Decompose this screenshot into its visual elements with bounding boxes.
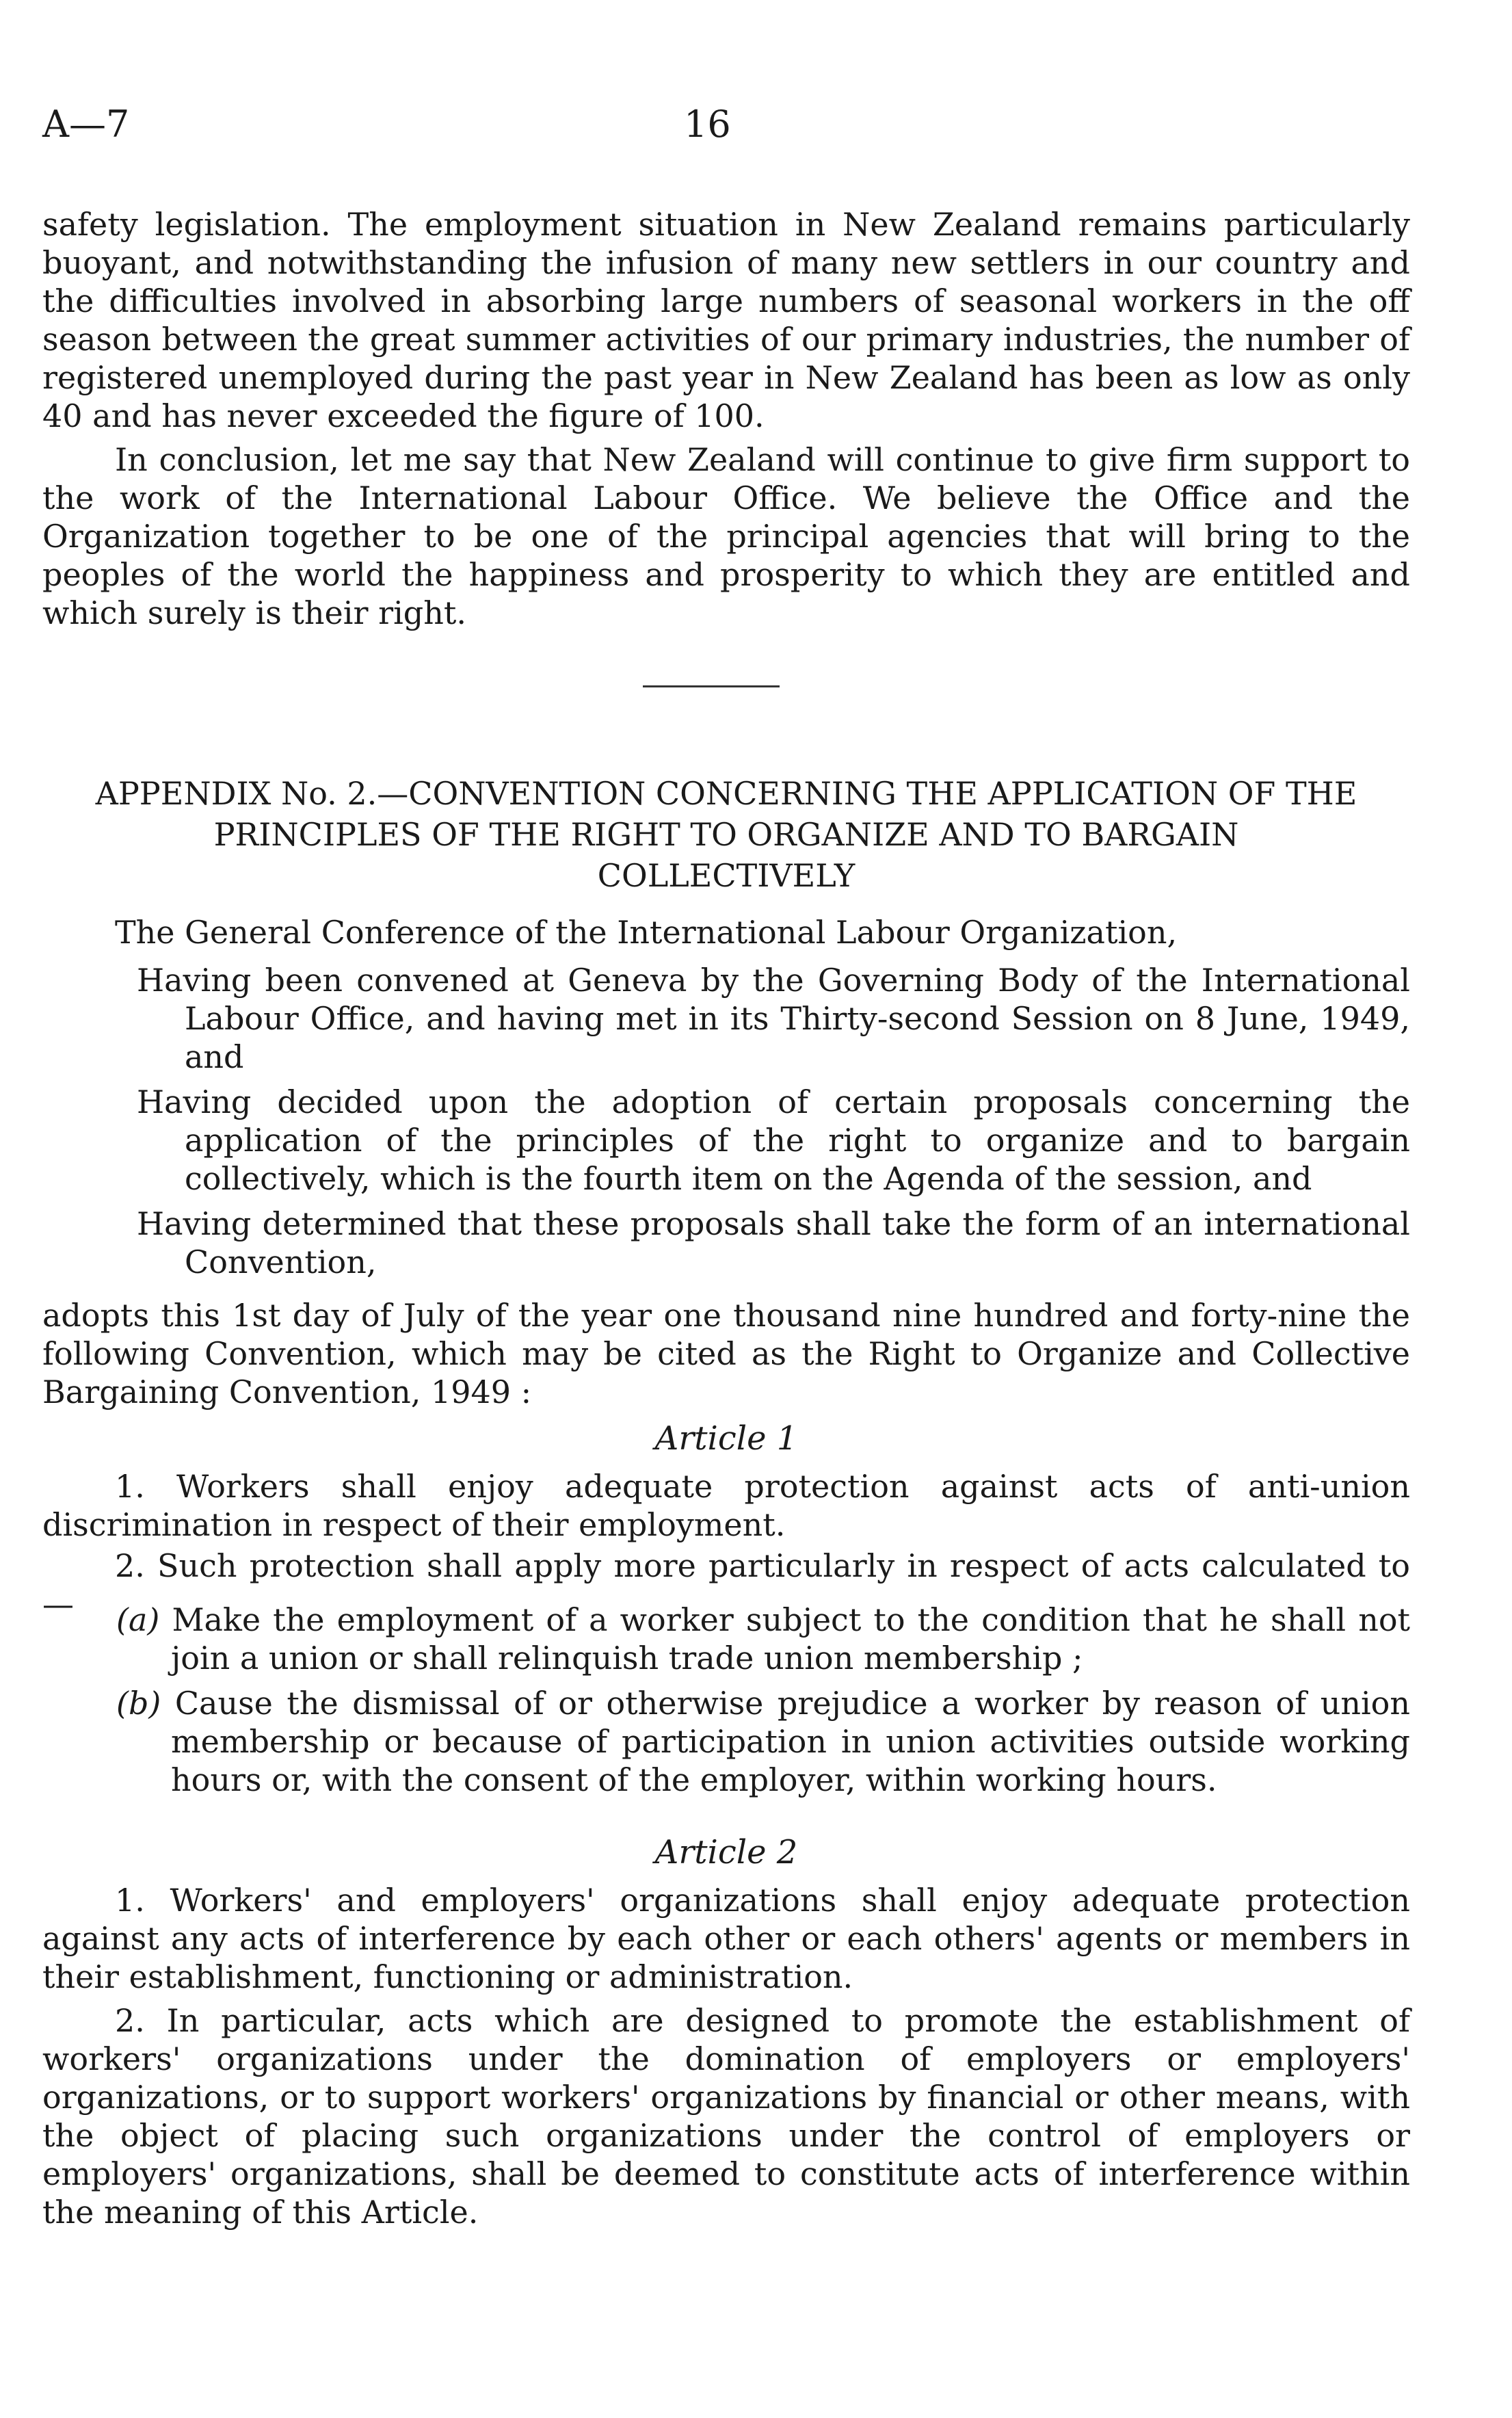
appendix-title [42, 773, 1410, 896]
article-1-body [42, 1467, 1410, 1623]
page-reference: A—7 [42, 103, 130, 146]
clause-a [116, 1601, 1410, 1677]
clause-b-text: Cause the dismissal of or otherwise prejudice a worker by reason of union membership or because of participation in union activities outside working hours or, with the consent of the employer, within working hours. [171, 1685, 1410, 1798]
article-1-heading: Article 1 [654, 1419, 798, 1458]
clause-a-label: (a) [116, 1601, 160, 1638]
appendix-title-line-1: APPENDIX No. 2.—CONVENTION CONCERNING THE APPLICATION OF THE [95, 775, 1357, 812]
article-2-body [42, 1881, 1410, 2231]
clause-b [116, 1684, 1410, 1799]
page-number: 16 [684, 103, 731, 146]
article-2-heading: Article 2 [654, 1833, 798, 1871]
recitals-list [137, 961, 1410, 1288]
article-1-paragraph-1: 1. Workers shall enjoy adequate protection against acts of anti-union discrimination in respect of their employment. [42, 1468, 1410, 1543]
preamble-opening: The General Conference of the International Labour Organization, [115, 914, 1178, 951]
adopts-block [42, 1296, 1410, 1411]
intro-paragraph-1: safety legislation. The employment situation in New Zealand remains particularly buoyant, and notwithstanding the infusion of many new settlers in our country and the difficulties involved in absorbing large numbers of seasonal workers in the off season between the great summer activities of our primary industries, the number of registered unemployed during the past year in New Zealand has been as low as only 40 and has never exceeded the figure of 100. [42, 206, 1410, 434]
appendix-title-line-2: PRINCIPLES OF THE RIGHT TO ORGANIZE AND TO BARGAIN [213, 816, 1239, 853]
adopts-paragraph: adopts this 1st day of July of the year one thousand nine hundred and forty-nine the following Convention, which may be cited as the Right to Organize and Collective Bargaining Convention, 1949 : [42, 1297, 1410, 1410]
article-1-paragraph-2: 2. Such protection shall apply more particularly in respect of acts calculated to— [42, 1547, 1410, 1622]
recital-1: Having been convened at Geneva by the Governing Body of the International Labour Office, and having met in its Thirty-second Session on 8 June, 1949, and [137, 962, 1410, 1075]
article-2-paragraph-1: 1. Workers' and employers' organizations shall enjoy adequate protection against any acts of interference by each other or each others' agents or members in their establishment, functioning or administration. [42, 1882, 1410, 1995]
recital-2: Having decided upon the adoption of certain proposals concerning the application of the principles of the right to organize and to bargain collectively, which is the fourth item on the Agenda of the session, and [137, 1083, 1410, 1197]
article-1-clauses [116, 1601, 1410, 1799]
intro-paragraph-2: In conclusion, let me say that New Zealand will continue to give firm support to the work of the International Labour Office. We believe the Office and the Organization together to be one of the principal agencies that will bring to the peoples of the world the happiness and prosperity to which they are entitled and which surely is their right. [42, 441, 1410, 631]
preamble-opening-block [42, 913, 1410, 951]
recital-3: Having determined that these proposals shall take the form of an international Convention, [137, 1205, 1410, 1280]
article-2-paragraph-2: 2. In particular, acts which are designed to promote the establishment of workers' organizations under the domination of employers or employers' organizations, or to support workers' organizations by financial or other means, with the object of placing such organizations under the control of employers or employers' organizations, shall be deemed to constitute acts of interference within the meaning of this Article. [42, 2002, 1410, 2231]
section-divider [643, 685, 780, 687]
clause-b-label: (b) [116, 1685, 161, 1722]
intro-section [42, 205, 1410, 632]
clause-a-text: Make the employment of a worker subject to the condition that he shall not join a union or shall relinquish trade union membership ; [171, 1601, 1410, 1677]
appendix-title-line-3: COLLECTIVELY [597, 857, 856, 894]
